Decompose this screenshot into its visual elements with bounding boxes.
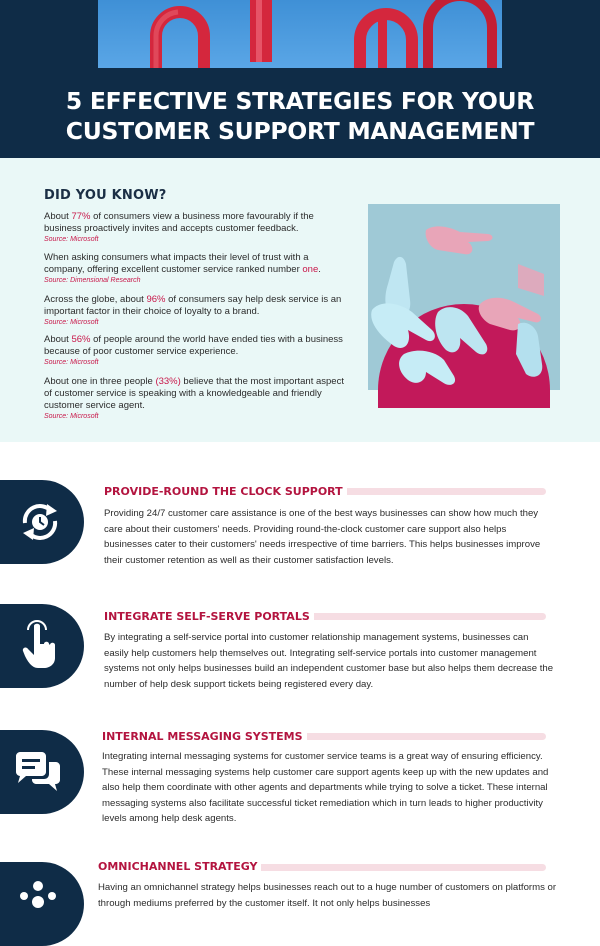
strategy-body: Integrating internal messaging systems for customer service teams is a great way of ensuring efficiency. These internal messaging systems help customer care support agents keep up with the new updates and also help them coordinate with other agents and departments while trying to solve a ticket. These internal messaging systems also facilitate successful ticket remediation which in turn leads to higher productivity levels among help desk agents. <box>102 751 549 825</box>
strategy-section <box>0 442 600 566</box>
fact-item <box>44 211 344 244</box>
strategy-section <box>0 686 600 850</box>
strategy-body: By integrating a self-service portal into customer relationship management systems, businesses can easily help customers help themselves out. Integrating self-service portals into customer management systems not only helps businesses build an independent customer base but also helps them decrease the number of help desk support tickets being registered every day. <box>104 632 554 690</box>
strategy-icon-tab <box>0 604 84 688</box>
network-icon <box>18 880 58 920</box>
fact-source: Source: Microsoft <box>44 359 99 366</box>
fact-text: About 77% of consumers view a business more favourably if the business proactively invites and accepts customer feedback. <box>44 211 314 234</box>
fact-highlight: (33%) <box>155 376 181 387</box>
strategy-icon-tab <box>0 862 84 946</box>
fact-text: Across the globe, about 96% of consumers say help desk service is an important factor in their choice of loyalty to a brand. <box>44 294 342 317</box>
strategy-title: PROVIDE-ROUND THE CLOCK SUPPORT <box>104 485 347 498</box>
strategy-body: Providing 24/7 customer care assistance is one of the best ways businesses can show how much they care about their customers' needs. Providing round-the-clock customer care support also helps businesses cater to their customers' needs irrespective of time barriers. This helps businesses improve their customer retention as well as their customer satisfaction levels. <box>104 508 541 566</box>
fact-highlight: one <box>302 264 319 275</box>
fact-source: Source: Microsoft <box>44 319 99 326</box>
fact-item <box>44 294 344 327</box>
fact-highlight: 77% <box>71 211 91 222</box>
page-title-line-2: CUSTOMER SUPPORT MANAGEMENT <box>65 117 535 145</box>
header-banner <box>0 0 600 158</box>
page-title <box>0 86 600 146</box>
fact-item <box>44 252 344 285</box>
fact-text: About one in three people (33%) believe that the most important aspect of customer service is speaking with a knowledgeable and friendly customer service agent. <box>44 376 344 411</box>
strategy-title: INTEGRATE SELF-SERVE PORTALS <box>104 610 314 623</box>
strategy-title: INTERNAL MESSAGING SYSTEMS <box>102 730 307 743</box>
strategy-body: Having an omnichannel strategy helps businesses reach out to a huge number of customers on platforms or through mediums preferred by the customer itself. It not only helps businesses <box>98 882 557 909</box>
strategy-title: OMNICHANNEL STRATEGY <box>98 860 261 873</box>
did-you-know-heading: DID YOU KNOW? <box>44 188 167 203</box>
fact-item <box>44 376 344 421</box>
strategy-section <box>0 562 600 690</box>
fact-source: Source: Microsoft <box>44 413 99 420</box>
red-arches-illustration <box>98 0 502 68</box>
reaching-hands-illustration <box>368 204 560 408</box>
fact-highlight: 96% <box>146 294 166 305</box>
chat-bubbles-icon <box>14 752 62 792</box>
clock-refresh-icon <box>17 499 63 545</box>
strategy-icon-tab <box>0 730 84 814</box>
did-you-know-section <box>0 158 600 442</box>
fact-source: Source: Microsoft <box>44 236 99 243</box>
fact-text: When asking consumers what impacts their level of trust with a company, offering excellent customer service ranked number one. <box>44 252 321 275</box>
hero-image <box>98 0 502 68</box>
page-title-line-1: 5 EFFECTIVE STRATEGIES FOR YOUR <box>65 87 535 115</box>
fact-source: Source: Dimensional Research <box>44 277 141 284</box>
hand-pointer-icon <box>20 622 60 670</box>
fact-text: About 56% of people around the world have ended ties with a business because of poor customer service experience. <box>44 334 343 357</box>
strategy-icon-tab <box>0 480 84 564</box>
fact-item <box>44 334 344 367</box>
strategy-section <box>0 850 600 909</box>
fact-highlight: 56% <box>71 334 91 345</box>
